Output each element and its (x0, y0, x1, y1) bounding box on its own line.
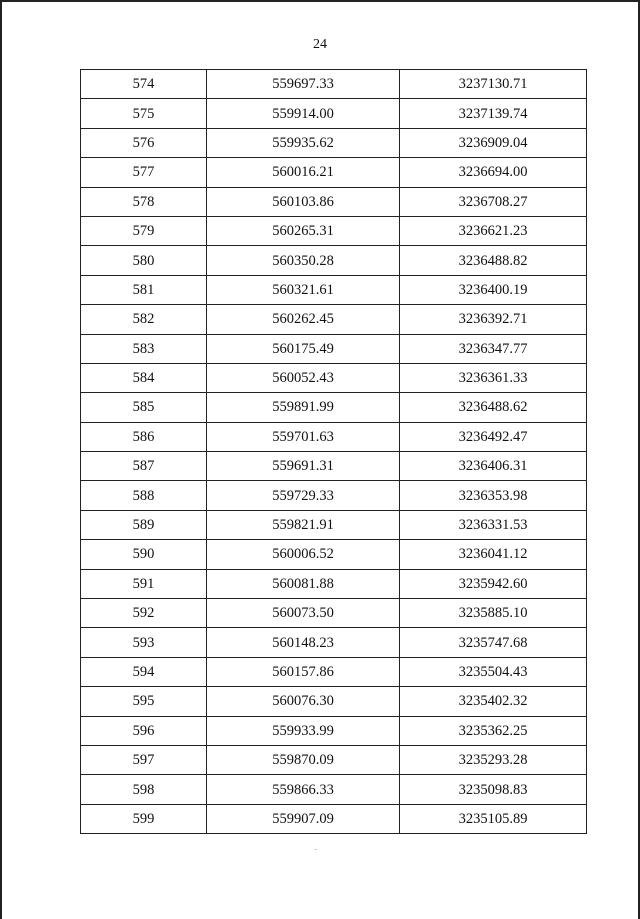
point-number-cell: 590 (81, 540, 207, 569)
y-coordinate-cell: 3236347.77 (400, 334, 587, 363)
x-coordinate-cell: 560052.43 (207, 363, 400, 392)
x-coordinate-cell: 560175.49 (207, 334, 400, 363)
x-coordinate-cell: 559914.00 (207, 99, 400, 128)
x-coordinate-cell: 559866.33 (207, 775, 400, 804)
point-number-cell: 578 (81, 187, 207, 216)
point-number-cell: 583 (81, 334, 207, 363)
y-coordinate-cell: 3236492.47 (400, 422, 587, 451)
y-coordinate-cell: 3235885.10 (400, 599, 587, 628)
y-coordinate-cell: 3236041.12 (400, 540, 587, 569)
y-coordinate-cell: 3235747.68 (400, 628, 587, 657)
table-row (81, 334, 587, 363)
point-number-cell: 585 (81, 393, 207, 422)
x-coordinate-cell: 560073.50 (207, 599, 400, 628)
y-coordinate-cell: 3236909.04 (400, 128, 587, 157)
point-number-cell: 586 (81, 422, 207, 451)
y-coordinate-cell: 3235105.89 (400, 804, 587, 833)
table-row (81, 569, 587, 598)
x-coordinate-cell: 559701.63 (207, 422, 400, 451)
scan-speck (314, 849, 317, 850)
y-coordinate-cell: 3237139.74 (400, 99, 587, 128)
point-number-cell: 576 (81, 128, 207, 157)
table-row (81, 628, 587, 657)
point-number-cell: 575 (81, 99, 207, 128)
x-coordinate-cell: 559870.09 (207, 745, 400, 774)
y-coordinate-cell: 3236694.00 (400, 158, 587, 187)
y-coordinate-cell: 3235362.25 (400, 716, 587, 745)
point-number-cell: 598 (81, 775, 207, 804)
point-number-cell: 594 (81, 657, 207, 686)
y-coordinate-cell: 3236406.31 (400, 452, 587, 481)
x-coordinate-cell: 559933.99 (207, 716, 400, 745)
x-coordinate-cell: 559891.99 (207, 393, 400, 422)
point-number-cell: 592 (81, 599, 207, 628)
x-coordinate-cell: 560148.23 (207, 628, 400, 657)
y-coordinate-cell: 3235942.60 (400, 569, 587, 598)
table-row (81, 393, 587, 422)
coordinate-table-body (81, 70, 587, 834)
table-row (81, 216, 587, 245)
point-number-cell: 584 (81, 363, 207, 392)
table-row (81, 599, 587, 628)
x-coordinate-cell: 560016.21 (207, 158, 400, 187)
y-coordinate-cell: 3236488.62 (400, 393, 587, 422)
point-number-cell: 579 (81, 216, 207, 245)
table-row (81, 305, 587, 334)
x-coordinate-cell: 560350.28 (207, 246, 400, 275)
y-coordinate-cell: 3236400.19 (400, 275, 587, 304)
x-coordinate-cell: 559907.09 (207, 804, 400, 833)
y-coordinate-cell: 3235098.83 (400, 775, 587, 804)
y-coordinate-cell: 3236708.27 (400, 187, 587, 216)
point-number-cell: 577 (81, 158, 207, 187)
x-coordinate-cell: 559729.33 (207, 481, 400, 510)
point-number-cell: 581 (81, 275, 207, 304)
table-row (81, 70, 587, 99)
point-number-cell: 593 (81, 628, 207, 657)
x-coordinate-cell: 559935.62 (207, 128, 400, 157)
table-row (81, 246, 587, 275)
y-coordinate-cell: 3236361.33 (400, 363, 587, 392)
table-row (81, 687, 587, 716)
x-coordinate-cell: 560081.88 (207, 569, 400, 598)
table-row (81, 99, 587, 128)
x-coordinate-cell: 559821.91 (207, 510, 400, 539)
table-row (81, 510, 587, 539)
point-number-cell: 595 (81, 687, 207, 716)
table-row (81, 775, 587, 804)
x-coordinate-cell: 560103.86 (207, 187, 400, 216)
point-number-cell: 596 (81, 716, 207, 745)
point-number-cell: 587 (81, 452, 207, 481)
table-row (81, 128, 587, 157)
y-coordinate-cell: 3235504.43 (400, 657, 587, 686)
point-number-cell: 582 (81, 305, 207, 334)
y-coordinate-cell: 3235402.32 (400, 687, 587, 716)
y-coordinate-cell: 3236392.71 (400, 305, 587, 334)
point-number-cell: 589 (81, 510, 207, 539)
page-number: 24 (313, 37, 327, 52)
point-number-cell: 588 (81, 481, 207, 510)
table-row (81, 716, 587, 745)
point-number-cell: 597 (81, 745, 207, 774)
table-row (81, 187, 587, 216)
table-row (81, 363, 587, 392)
point-number-cell: 574 (81, 70, 207, 99)
x-coordinate-cell: 560262.45 (207, 305, 400, 334)
x-coordinate-cell: 560006.52 (207, 540, 400, 569)
y-coordinate-cell: 3235293.28 (400, 745, 587, 774)
table-row (81, 275, 587, 304)
y-coordinate-cell: 3236331.53 (400, 510, 587, 539)
table-row (81, 452, 587, 481)
x-coordinate-cell: 560265.31 (207, 216, 400, 245)
table-row (81, 745, 587, 774)
table-row (81, 540, 587, 569)
table-row (81, 422, 587, 451)
y-coordinate-cell: 3237130.71 (400, 70, 587, 99)
x-coordinate-cell: 560076.30 (207, 687, 400, 716)
x-coordinate-cell: 559691.31 (207, 452, 400, 481)
point-number-cell: 599 (81, 804, 207, 833)
page-border-top (0, 0, 640, 2)
coordinate-table (80, 69, 587, 834)
point-number-cell: 591 (81, 569, 207, 598)
point-number-cell: 580 (81, 246, 207, 275)
y-coordinate-cell: 3236488.82 (400, 246, 587, 275)
x-coordinate-cell: 560321.61 (207, 275, 400, 304)
y-coordinate-cell: 3236353.98 (400, 481, 587, 510)
table-row (81, 481, 587, 510)
page-border-left (0, 0, 2, 919)
table-row (81, 158, 587, 187)
x-coordinate-cell: 559697.33 (207, 70, 400, 99)
table-row (81, 804, 587, 833)
y-coordinate-cell: 3236621.23 (400, 216, 587, 245)
table-row (81, 657, 587, 686)
x-coordinate-cell: 560157.86 (207, 657, 400, 686)
